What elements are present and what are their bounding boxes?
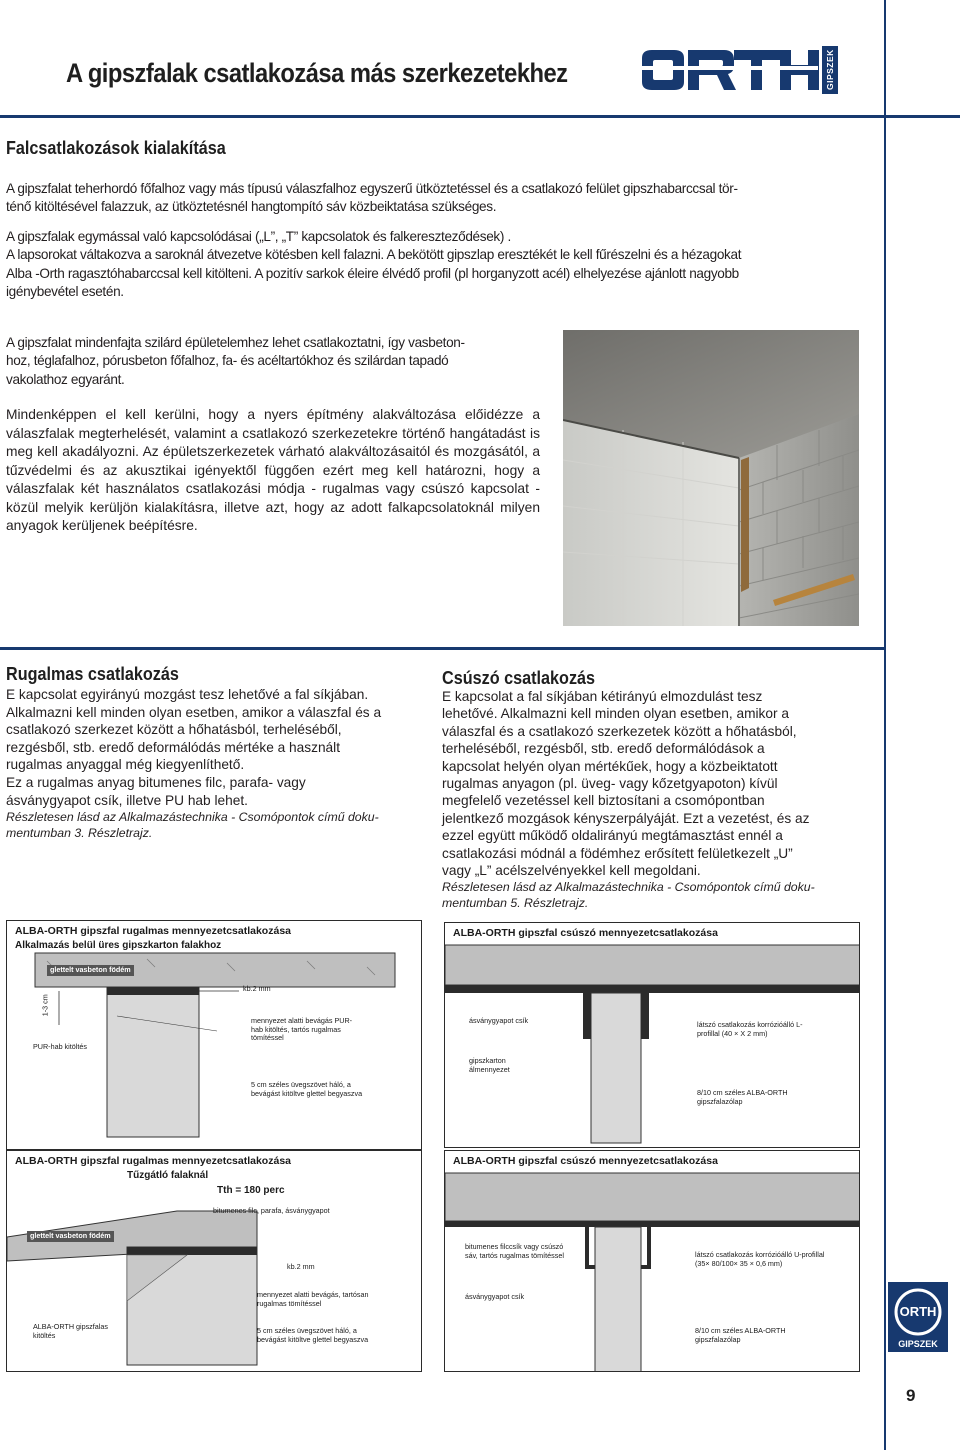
csuszo-text (442, 688, 860, 879)
label-wool: ásványgyapot csík (465, 1292, 525, 1301)
diagram-rugalmas-2 (6, 1150, 422, 1372)
label-groove: mennyezet alatti bevágás, tartósan rugalmas tömítéssel (257, 1290, 369, 1308)
orth-logo (638, 48, 820, 92)
csuszo-note (442, 880, 860, 911)
diagram-title: ALBA-ORTH gipszfal csúszó mennyezetcsatlakozása (453, 1155, 718, 1167)
label-screws: 8/10 cm széles ALBA-ORTH gipszfalazólap (697, 1088, 788, 1106)
label-mesh: 5 cm széles üvegszövet háló, a bevágást kitöltve glettel begyaszva (251, 1080, 363, 1098)
label-pur: PUR-hab kitöltés (33, 1042, 87, 1051)
diagram-rugalmas-1 (6, 920, 422, 1150)
text-line: ásványgyapot csík, illetve PU hab lehet. (6, 792, 248, 808)
diagram-title: ALBA-ORTH gipszfal rugalmas mennyezetcsatlakozása (15, 1155, 291, 1167)
label-side: 1-3 cm (40, 994, 50, 1017)
text-line: hoz, téglafalhoz, pórusbeton főfalhoz, fa- és acéltartókhoz és szilárdan tapadó (6, 353, 449, 369)
section-title-rugalmas: Rugalmas csatlakozás (6, 664, 179, 684)
diagram-title: ALBA-ORTH gipszfal csúszó mennyezetcsatlakozása (453, 927, 718, 939)
text-line: A gipszfalat teherhordó főfalhoz vagy más típusú válaszfalhoz egyszerű ütköztetéssel és a csatlakozó felület gipszhabarccsal tör- (6, 181, 738, 196)
text-line: rugalmas anyagon (pl. üveg- vagy kőzetgyapoton) kívül (442, 776, 778, 792)
label-wall: ALBA-ORTH gipszfalas kitöltés (33, 1322, 108, 1340)
text-line: vagy „L” acélszelvényekkel kell megoldani. (442, 863, 701, 879)
gipszek-badge: GIPSZEK (822, 46, 838, 94)
section-divider (0, 647, 884, 650)
diagram-subtitle: Alkalmazás belül üres gipszkarton falakhoz (15, 940, 222, 951)
text-line: ténő kitöltésével falazzuk, az ütköztetésnél hangtompító sáv közbeiktatása szükséges. (6, 199, 497, 215)
label-filc: bitumenes filccsík vagy csúszó sáv, tartós rugalmas tömítéssel (465, 1242, 564, 1260)
text-line: terheléséből, rezgésből, stb. eredő deformálódások a (442, 741, 765, 757)
label-gap: kb.2 mm (243, 984, 271, 993)
label-angle: látszó csatlakozás korrózióálló L-profillal (40 × X 2 mm) (697, 1020, 803, 1038)
section1-paragraph-1 (6, 180, 872, 217)
note-line: mentumban 3. Részletrajz. (6, 825, 153, 840)
label-board: gipszkarton álmennyezet (469, 1056, 510, 1074)
text-line: Alkalmazni kell minden olyan esetben, amikor a válaszfal és a (6, 704, 382, 720)
section-title-csuszo: Csúszó csatlakozás (442, 668, 596, 688)
text-line: E kapcsolat egyirányú mozgást tesz lehetővé a fal síkjában. (6, 687, 369, 702)
label-wool: ásványgyapot csík (469, 1016, 529, 1025)
text-line: Ez a rugalmas anyag bitumenes filc, parafa- vagy (6, 774, 306, 790)
text-line: jelentkező mozgások kényszerpályáját. Ezt a vezetést, és az (442, 810, 810, 826)
rugalmas-text (6, 686, 420, 809)
note-line: mentumban 5. Részletrajz. (442, 895, 589, 910)
orth-logo-graphic (638, 48, 820, 92)
header-rule (0, 115, 960, 118)
section1-paragraph-3 (6, 334, 554, 389)
label-filc: bitumenes filc, parafa, ásványgyapot (213, 1206, 330, 1215)
diagram-csuszo-2 (444, 1150, 860, 1372)
section1-paragraph-4: Mindenképpen el kell kerülni, hogy a nyers építmény alakváltozása előidézze a válaszfalak megterhelését, valamint a csatlakozó szerkezetekre történő hangátadást is meg kell akadályozni. Az épületszerkezetek várható alakváltozásaitól és mozgásától, a tűzvédelmi és az akusztikai igényektől függően ezért meg kell határozni, hogy a válaszfalak két használatos csatlakozási módja - rugalmas vagy csúszó kapcsolat - közül melyik kerüljön kialakításra, illetve azt, hogy az adott falkapcsolatoknál milyen anyagok kerüljenek beépítésre. (6, 407, 540, 533)
text-line: csatlakozási módnál a födémhez erősített felületkezelt „U” (442, 845, 793, 861)
text-line: vakolathoz egyaránt. (6, 371, 125, 387)
text-line: ezzel együtt működő oldalirányú megtámasztást ennél a (442, 828, 783, 844)
label-ceiling: glettelt vasbeton födém (47, 965, 134, 976)
corner-logo-subtext: GIPSZEK (898, 1339, 938, 1349)
page-title: A gipszfalak csatlakozása más szerkezetekhez (66, 58, 568, 88)
text-line: Alba -Orth ragasztóhabarccsal kell kitölteni. A pozitív sarkok éleire élvédő profil (pl horganyzott acél) elhelyezése ajánlott nagyobb (6, 265, 739, 281)
section1-paragraph-2 (6, 228, 872, 302)
label-profile: látszó csatlakozás korrózióálló U-profillal (35× 80/100× 35 × 0,6 mm) (695, 1250, 825, 1268)
note-line: Részletesen lásd az Alkalmazástechnika - Csomópontok című doku- (442, 880, 815, 894)
photo-illustration (563, 330, 859, 626)
text-line: A gipszfalak egymással való kapcsolódásai („L”, „T” kapcsolatok és falkereszteződések) . (6, 229, 511, 244)
orth-gipszek-corner-logo (888, 1282, 948, 1352)
construction-photo (563, 330, 859, 626)
section-title-falcsatlakozas: Falcsatlakozások kialakítása (6, 138, 226, 158)
text-line: kapcsolat helyén olyan mértékűek, hogy a közbeiktatott (442, 758, 778, 774)
note-line: Részletesen lásd az Alkalmazástechnika - Csomópontok című doku- (6, 810, 379, 824)
page-number: 9 (906, 1386, 916, 1405)
label-ceiling: glettelt vasbeton födém (27, 1231, 114, 1242)
diagram-subtitle: Tűzgátló falaknál (127, 1170, 209, 1181)
text-line: csatlakozó szerkezet között a hőhatásból, terheléséből, (6, 722, 342, 738)
text-line: válaszfal és a csatlakozó szerkezetek között a hőhatásból, (442, 723, 797, 739)
text-line: rugalmas anyaggal még kiegyenlíthető. (6, 757, 245, 773)
corner-logo-text: ORTH (899, 1304, 937, 1319)
text-line: megfelelő vezetéssel kell biztosítani a csomópontban (442, 793, 765, 809)
text-line: rezgésből, stb. eredő deformálódás mértéke a használt (6, 739, 341, 755)
text-line: A gipszfalat mindenfajta szilárd épületelemhez lehet csatlakoztatni, így vasbeton- (6, 335, 465, 350)
rugalmas-note (6, 810, 420, 841)
label-mesh: 5 cm széles üvegszövet háló, a bevágást kitöltve glettel begyaszva (257, 1326, 369, 1344)
text-line: igénybevétel esetén. (6, 284, 124, 300)
diagram-csuszo-1 (444, 922, 860, 1148)
text-line: lehetővé. Alkalmazni kell minden olyan esetben, amikor a (442, 706, 789, 722)
label-groove: mennyezet alatti bevágás PUR-hab kitöltés, tartós rugalmas tömítéssel (251, 1016, 353, 1043)
diagram-title: ALBA-ORTH gipszfal rugalmas mennyezetcsatlakozása (15, 925, 291, 937)
label-gap: kb.2 mm (287, 1262, 315, 1271)
text-line: E kapcsolat a fal síkjában kétirányú elmozdulást tesz (442, 689, 763, 704)
label-screws: 8/10 cm széles ALBA-ORTH gipszfalazólap (695, 1326, 786, 1344)
diagram-fire-rating: Tth = 180 perc (217, 1185, 285, 1196)
text-line: A lapsorokat váltakozva a saroknál átvezetve kötésben kell falazni. A bekötött gipszlap eresztékét le kell fűrészelni és a hézagokat (6, 247, 742, 263)
right-rule (884, 0, 886, 1450)
